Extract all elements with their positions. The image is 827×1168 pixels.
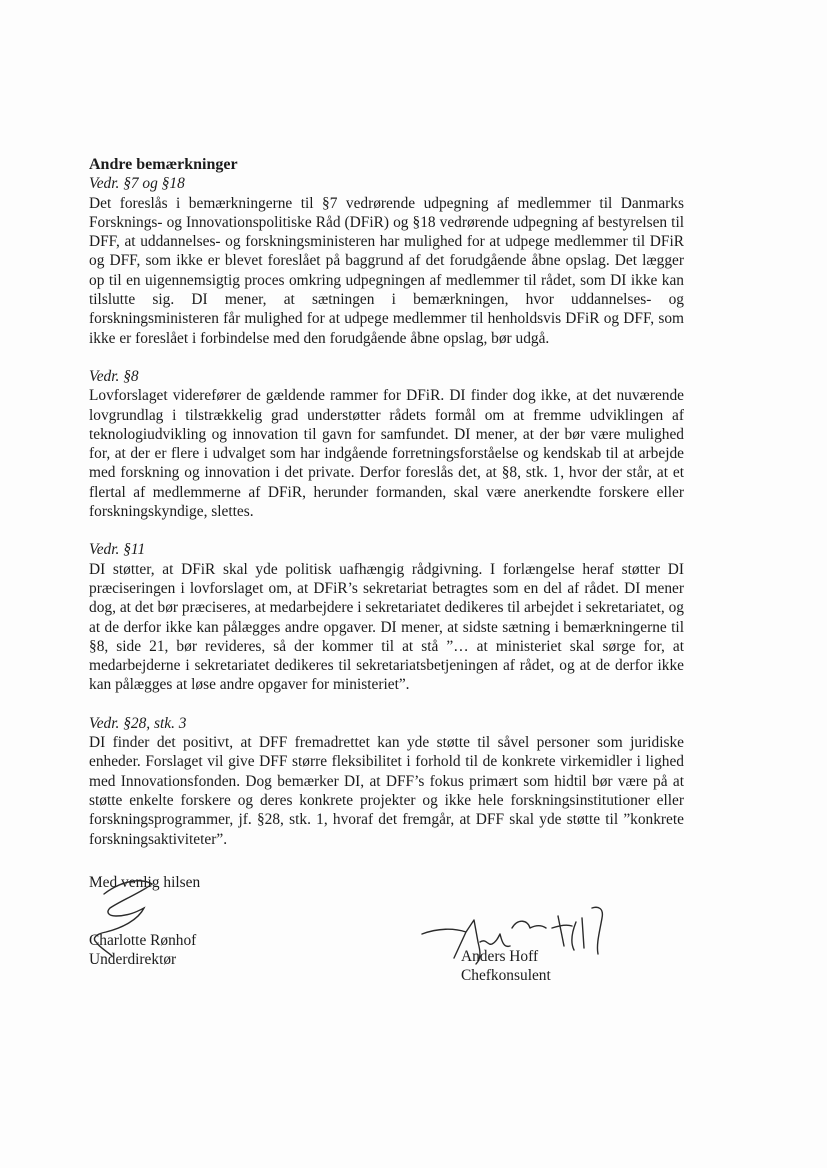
section-heading: Andre bemærkninger — [89, 156, 238, 173]
section-8 — [89, 367, 684, 521]
signer-right-name: Anders Hoff — [461, 948, 539, 965]
section-subheading-28: Vedr. §28, stk. 3 — [89, 714, 187, 732]
paragraph-8: Lovforslaget viderefører de gældende rammer for DFiR. DI finder dog ikke, at det nuværende lovgrundlag i tilstrækkelig grad understøtter rådets formål om at fremme udviklingen af teknologiudvikling og innovation til gavn for samfundet. DI mener, at der bør være mulighed for, at der er flere i udvalget som har indgående forretningsforståelse og kendskab til at arbejde med forskning og innovation i det private. Derfor foreslås det, at §8, stk. 1, hvor der står, at et flertal af medlemmerne af DFiR, herunder formanden, skal være anerkendte forskere eller forskningskyndige, slettes. — [89, 387, 684, 521]
signer-left — [89, 931, 196, 970]
paragraph-7-18: Det foreslås i bemærkningerne til §7 vedrørende udpegning af medlemmer til Danmarks Forsknings- og Innovationspolitiske Råd (DFiR) og §18 vedrørende udpegning af bestyrelsen til DFF, at uddannelses- og forskningsministeren har mulighed for at udpege medlemmer til DFiR og DFF, som ikke er blevet foreslået på baggrund af det forudgående åbne opslag. Det lægger op til en uigennemsigtig proces omkring udpegningen af medlemmer til rådet, som DI ikke kan tilslutte sig. DI mener, at sætningen i bemærkningen, hvor uddannelses- og forskningsministeren får mulighed for at udpege medlemmer til henholdsvis DFiR og DFF, som ikke er foreslået i forbindelse med den forudgående åbne opslag, bør udgå. — [89, 194, 684, 347]
paragraph-28: DI finder det positivt, at DFF fremadrettet kan yde støtte til såvel personer som juridiske enheder. Forslaget vil give DFF større fleksibilitet i forhold til de konkrete virkemidler i lighed med Innovationsfonden. Dog bemærker DI, at DFF’s fokus primært som hidtil bør være på at støtte enkelte forskere og deres konkrete projekter og ikke hele forskningsinstitutioner eller forskningsprogrammer, jf. §28, stk. 1, hvoraf det fremgår, at DFF skal yde støtte til ”konkrete forskningsaktiviteter”. — [89, 734, 684, 848]
paragraph-11: DI støtter, at DFiR skal yde politisk uafhængig rådgivning. I forlængelse heraf støtter DI præciseringen i lovforslaget om, at DFiR’s sekretariat betragtes som en del af rådet. DI mener dog, at det bør præciseres, at medarbejdere i sekretariatet dedikeres til arbejdet i sekretariatet, og at de derfor ikke kan pålægges andre opgaver. DI mener, at sidste sætning i bemærkningerne til §8, side 21, bør revideres, så der kommer til at stå ”… at ministeriet skal sørge for, at medarbejderne i sekretariatet dedikeres til sekretariatsbetjeningen af rådet, og at de derfor ikke kan pålægges at løse andre opgaver for ministeriet”. — [89, 560, 684, 694]
signer-right — [461, 947, 551, 986]
signer-right-title: Chefkonsulent — [461, 967, 551, 985]
section-other-remarks — [89, 155, 684, 348]
letter-body — [89, 155, 684, 868]
section-28 — [89, 714, 684, 849]
section-11 — [89, 540, 684, 694]
closing-phrase: Med venlig hilsen — [89, 874, 201, 891]
signer-left-name: Charlotte Rønhof — [89, 932, 197, 949]
signer-left-title: Underdirektør — [89, 951, 177, 969]
section-subheading-11: Vedr. §11 — [89, 541, 146, 559]
section-subheading-8: Vedr. §8 — [89, 367, 139, 385]
section-subheading-7-18: Vedr. §7 og §18 — [89, 175, 185, 193]
